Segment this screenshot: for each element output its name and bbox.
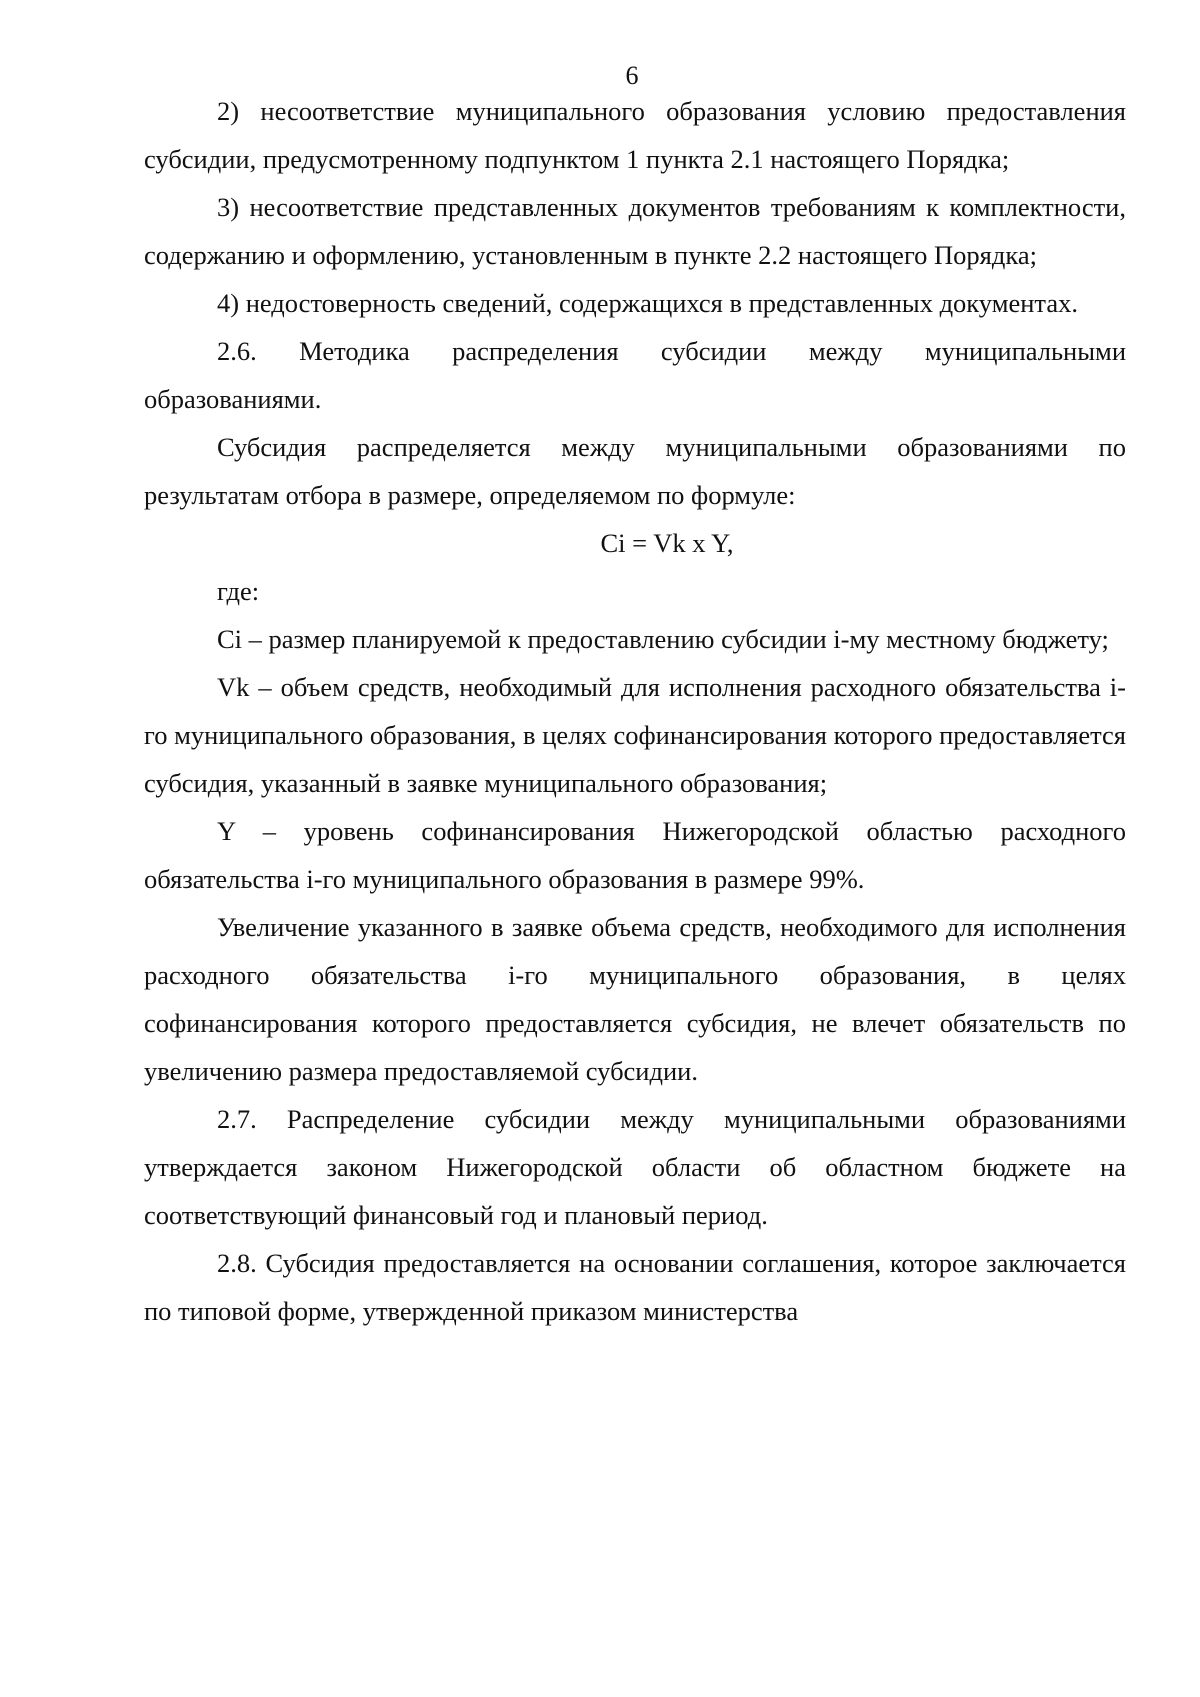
paragraph-distribution: Субсидия распределяется между муниципальными образованиями по результатам отбора в размере, определяемом по формуле: — [144, 432, 1126, 510]
section-2-8: 2.8. Субсидия предоставляется на основании соглашения, которое заключается по типовой форме, утвержденной приказом министерства — [144, 1248, 1126, 1326]
paragraph-item-4: 4) недостоверность сведений, содержащихся в представленных документах. — [217, 288, 1078, 318]
paragraph-item-3: 3) несоответствие представленных документов требованиям к комплектности, содержанию и оформлению, установленным в пункте 2.2 настоящего Порядка; — [144, 192, 1126, 270]
section-2-7: 2.7. Распределение субсидии между муниципальными образованиями утверждается законом Нижегородской области об областном бюджете на соответствующий финансовый год и плановый период. — [144, 1104, 1126, 1230]
formula: Ci = Vk x Y, — [600, 528, 734, 558]
page-number: 6 — [625, 61, 639, 90]
definition-vk: Vk – объем средств, необходимый для исполнения расходного обязательства i-го муниципального образования, в целях софинансирования которого предоставляется субсидия, указанный в заявке муниципального образования; — [144, 672, 1126, 798]
section-heading-2-6: 2.6. Методика распределения субсидии между муниципальными образованиями. — [144, 336, 1126, 414]
document-body — [144, 87, 1126, 1335]
definition-ci: Ci – размер планируемой к предоставлению субсидии i-му местному бюджету; — [217, 624, 1109, 654]
paragraph-item-2: 2) несоответствие муниципального образования условию предоставления субсидии, предусмотренному подпунктом 1 пункта 2.1 настоящего Порядка; — [144, 96, 1126, 174]
paragraph-where: где: — [217, 576, 260, 606]
paragraph-increase: Увеличение указанного в заявке объема средств, необходимого для исполнения расходного обязательства i-го муниципального образования, в целях софинансирования которого предоставляется субсидия, не влечет обязательств по увеличению размера предоставляемой субсидии. — [144, 912, 1126, 1086]
definition-y: Y – уровень софинансирования Нижегородской областью расходного обязательства i-го муниципального образования в размере 99%. — [144, 816, 1126, 894]
